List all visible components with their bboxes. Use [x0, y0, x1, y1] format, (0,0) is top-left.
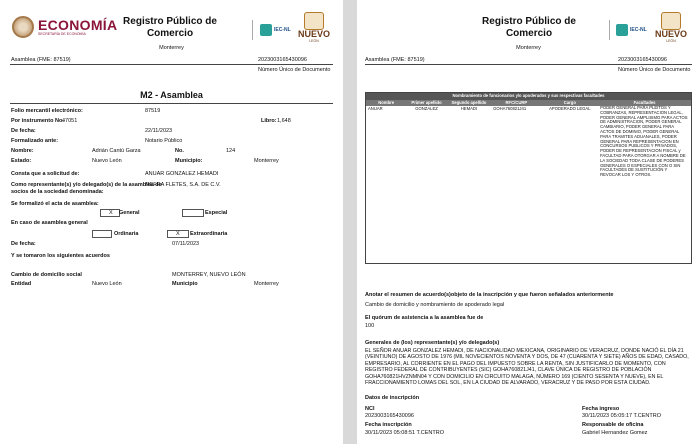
- nuevo-leon-seal-icon: [304, 12, 324, 30]
- representative-label-1: Como representante(s) y/o delegado(s) de la asamblea de: [11, 182, 162, 188]
- libro-label: Libro:: [261, 118, 277, 124]
- registry-title-2: Registro Público de Comercio: [482, 16, 576, 39]
- state-label: Estado:: [11, 158, 32, 164]
- iec-logo: IEC-NL: [260, 24, 291, 36]
- document-page-1: [0, 0, 343, 444]
- formalized-value: Notario Público: [145, 138, 183, 144]
- no-value: 124: [226, 148, 236, 154]
- quorum-value: 100: [365, 323, 375, 329]
- state-value: Nuevo León: [92, 158, 122, 164]
- header-rule: [10, 64, 333, 65]
- header-divider-2: [609, 20, 610, 40]
- page-title: M2 - Asamblea: [140, 90, 203, 100]
- table-row: [366, 106, 691, 178]
- entity-label: Entidad: [11, 281, 32, 287]
- date2-label: De fecha:: [11, 241, 36, 247]
- fecha-inscripcion-value: 30/11/2023 05:08:51 T.CENTRO: [365, 430, 444, 436]
- especial-checkbox[interactable]: [182, 209, 204, 217]
- cell-segundo-apellido: HEMADI: [460, 106, 478, 111]
- nci-label: NCI: [365, 406, 375, 412]
- formalized-act-label: Se formalizó el acta de asamblea:: [11, 201, 99, 207]
- general-case-label: En caso de asamblea general: [11, 220, 88, 226]
- economia-sub: SECRETARÍA DE ECONOMÍA: [38, 31, 86, 36]
- request-value: ANUAR GONZALEZ HEMADI: [145, 171, 219, 177]
- document-page-2: [357, 0, 700, 444]
- domicile-value: MONTERREY, NUEVO LEÓN: [172, 272, 246, 278]
- municipio2-value: Monterrey: [254, 281, 279, 287]
- general-checkbox[interactable]: X: [100, 209, 120, 217]
- responsable-value: Gabriel Hernandez Gomez: [582, 430, 648, 436]
- column-header: Segundo apellido: [447, 100, 491, 106]
- column-header: Nombre: [366, 100, 406, 106]
- date-label: De fecha:: [11, 128, 36, 134]
- municipio2-label: Municipio: [172, 281, 198, 287]
- summary-value: Cambio de domicilio y nombramiento de apoderado legal: [365, 302, 505, 308]
- cell-facultades: PODER GENERAL PARA PLEITOS Y COBRANZAS, REPRESENTACION LEGAL, PODER GENERAL AMPLISIMO PARA ACTOS DE ADMINISTRACION, PODER GENERAL CAMBIARIO, PODER GENERAL PARA ACTOS DE DOMINIO, PODER GENERAL PARA TRAMITES ADUANALES, PODER GENERAL PARA REPRESENTACION EN CONCURSOS PUBLICOS Y PRIVADOS, PODER DE REPRESENTACION FISCAL y FACULTAD PARA OTORGAR A NOMBRE DE LA SOCIEDAD TODA CLASE DE PODERES GENERALES O ESPECIALES CON O SIN FACULTADES DE SUSTITUCIÓN Y REVOCAR LOS Y OTROS.: [600, 105, 688, 178]
- general-label: General: [119, 210, 140, 216]
- column-header: Cargo: [542, 100, 599, 106]
- entity-value: Nuevo León: [92, 281, 122, 287]
- name-value: Adrián Cantú Garza: [92, 148, 141, 154]
- name-label: Nombre:: [11, 148, 34, 154]
- table-caption: Nombramiento de funcionarios y/o apoderados y sus respectivas facultades: [366, 93, 691, 100]
- extraordinaria-label: Extraordinaria: [190, 231, 228, 237]
- extraordinaria-checkbox[interactable]: X: [167, 230, 189, 238]
- folio-label: Folio mercantil electrónico:: [11, 108, 83, 114]
- summary-label: Anotar el resumen de acuerdo(s)objeto de la inscripción y que fueron señalados anteriormente: [365, 292, 614, 298]
- registry-title: Registro Público de Comercio: [123, 16, 217, 39]
- doc-number-2: 2023003165430096: [618, 57, 667, 63]
- date-value: 22/11/2023: [145, 128, 173, 134]
- economia-label: ECONOMÍA: [38, 16, 118, 33]
- doc-number-caption-2: Número Único de Documento: [618, 67, 691, 73]
- no-label: No.: [175, 148, 184, 154]
- economia-logo: [12, 16, 117, 38]
- doc-number-caption: Número Único de Documento: [258, 67, 331, 73]
- mexico-seal-icon: [12, 16, 34, 38]
- cell-cargo: APODERADO LEGAL: [549, 106, 591, 111]
- cell-rfc: GOHA760821J41: [493, 106, 527, 111]
- officials-table: [366, 93, 691, 178]
- quorum-label: El quórum de asistencia a la asamblea fue de: [365, 315, 484, 321]
- nuevo-leon-logo: NUEVO LEÓN: [298, 12, 330, 43]
- especial-label: Especial: [205, 210, 228, 216]
- iec-icon-2: [616, 24, 628, 36]
- title-rule: [10, 103, 333, 104]
- folio-value: 87519: [145, 108, 161, 114]
- municipio-value: Monterrey: [254, 158, 279, 164]
- fecha-inscripcion-label: Fecha inscripción: [365, 422, 412, 428]
- nuevo-leon-seal-icon-2: [661, 12, 681, 30]
- agreements-label: Y se tomaron los siguientes acuerdos: [11, 253, 110, 259]
- date2-value: 07/11/2023: [172, 241, 200, 247]
- header-divider: [252, 20, 253, 40]
- column-header: RFC/CURP: [491, 100, 541, 106]
- doc-type-2: Asamblea (FME: 87519): [365, 57, 425, 63]
- generals-label: Generales de (los) representante(s) y/o delegado(s): [365, 340, 500, 346]
- cell-primer-apellido: GONZALEZ: [415, 106, 438, 111]
- libro-value: 1,648: [277, 118, 291, 124]
- company-value: MEFRA FLETES, S.A. DE C.V.: [145, 182, 221, 188]
- formalized-label: Formalizado ante:: [11, 138, 59, 144]
- representative-label-2: socios de la sociedad denominada:: [11, 189, 104, 195]
- generals-text: EL SEÑOR ANUAR GONZALEZ HEMADI, DE NACIONALIDAD MEXICANA, ORIGINARIO DE VERACRUZ, DONDE NACIÓ EL DÍA 21 (VEINTIUNO) DE AGOSTO DE 1976 (MIL NOVECIENTOS NOVENTA Y DOS, DE 47 (CUARENTA Y SIETE) AÑOS DE EDAD, CASADO, EMPRESARIO, AL CORRIENTE EN EL PAGO DEL IMPUESTO SOBRE LA RENTA, SIN JUSTIFICARLO DE MOMENTO, CON REGISTRO FEDERAL DE CONTRIBUYENTES (SIC) GOHA760821J41, CLAVE ÚNICA DE REGISTRO DE POBLACIÓN GOHA760821HVZNMN04 Y CON DOMICILIO EN CIRCUITO MALAGA, NÚMERO 169 (CIENTO SESENTA Y NUEVE), EN EL FRACCIONAMIENTO LOMAS DEL SOL, EN LA CIUDAD DE ALVARADO, VERACRUZ Y DE PASO POR ESTA CIUDAD.: [365, 348, 689, 387]
- fecha-ingreso-value: 30/11/2023 05:05:17 T.CENTRO: [582, 413, 661, 419]
- nuevo-leon-logo-2: NUEVO LEÓN: [655, 12, 687, 43]
- nci-value: 2023003165430096: [365, 413, 414, 419]
- iec-logo-2: IEC-NL: [616, 24, 647, 36]
- doc-type: Asamblea (FME: 87519): [11, 57, 71, 63]
- fecha-ingreso-label: Fecha ingreso: [582, 406, 620, 412]
- domicile-change-label: Cambio de domicilio social: [11, 272, 82, 278]
- instrument-label: Por instrumento No.: [11, 118, 64, 124]
- municipio-label: Municipio:: [175, 158, 203, 164]
- column-header: Primer apellido: [406, 100, 446, 106]
- responsable-label: Responsable de oficina: [582, 422, 644, 428]
- column-header: Facultades: [598, 100, 691, 106]
- city-label-2: Monterrey: [516, 45, 541, 51]
- request-label: Consta que a solicitud de:: [11, 171, 80, 177]
- inscription-label: Datos de inscripción: [365, 395, 420, 401]
- iec-icon: [260, 24, 272, 36]
- cell-nombre: ANUAR: [368, 106, 383, 111]
- city-label: Monterrey: [159, 45, 184, 51]
- ordinaria-checkbox[interactable]: [92, 230, 112, 238]
- ordinaria-label: Ordinaria: [114, 231, 139, 237]
- instrument-value: 47051: [62, 118, 78, 124]
- doc-number: 2023003165430096: [258, 57, 307, 63]
- header-rule-2: [365, 64, 692, 65]
